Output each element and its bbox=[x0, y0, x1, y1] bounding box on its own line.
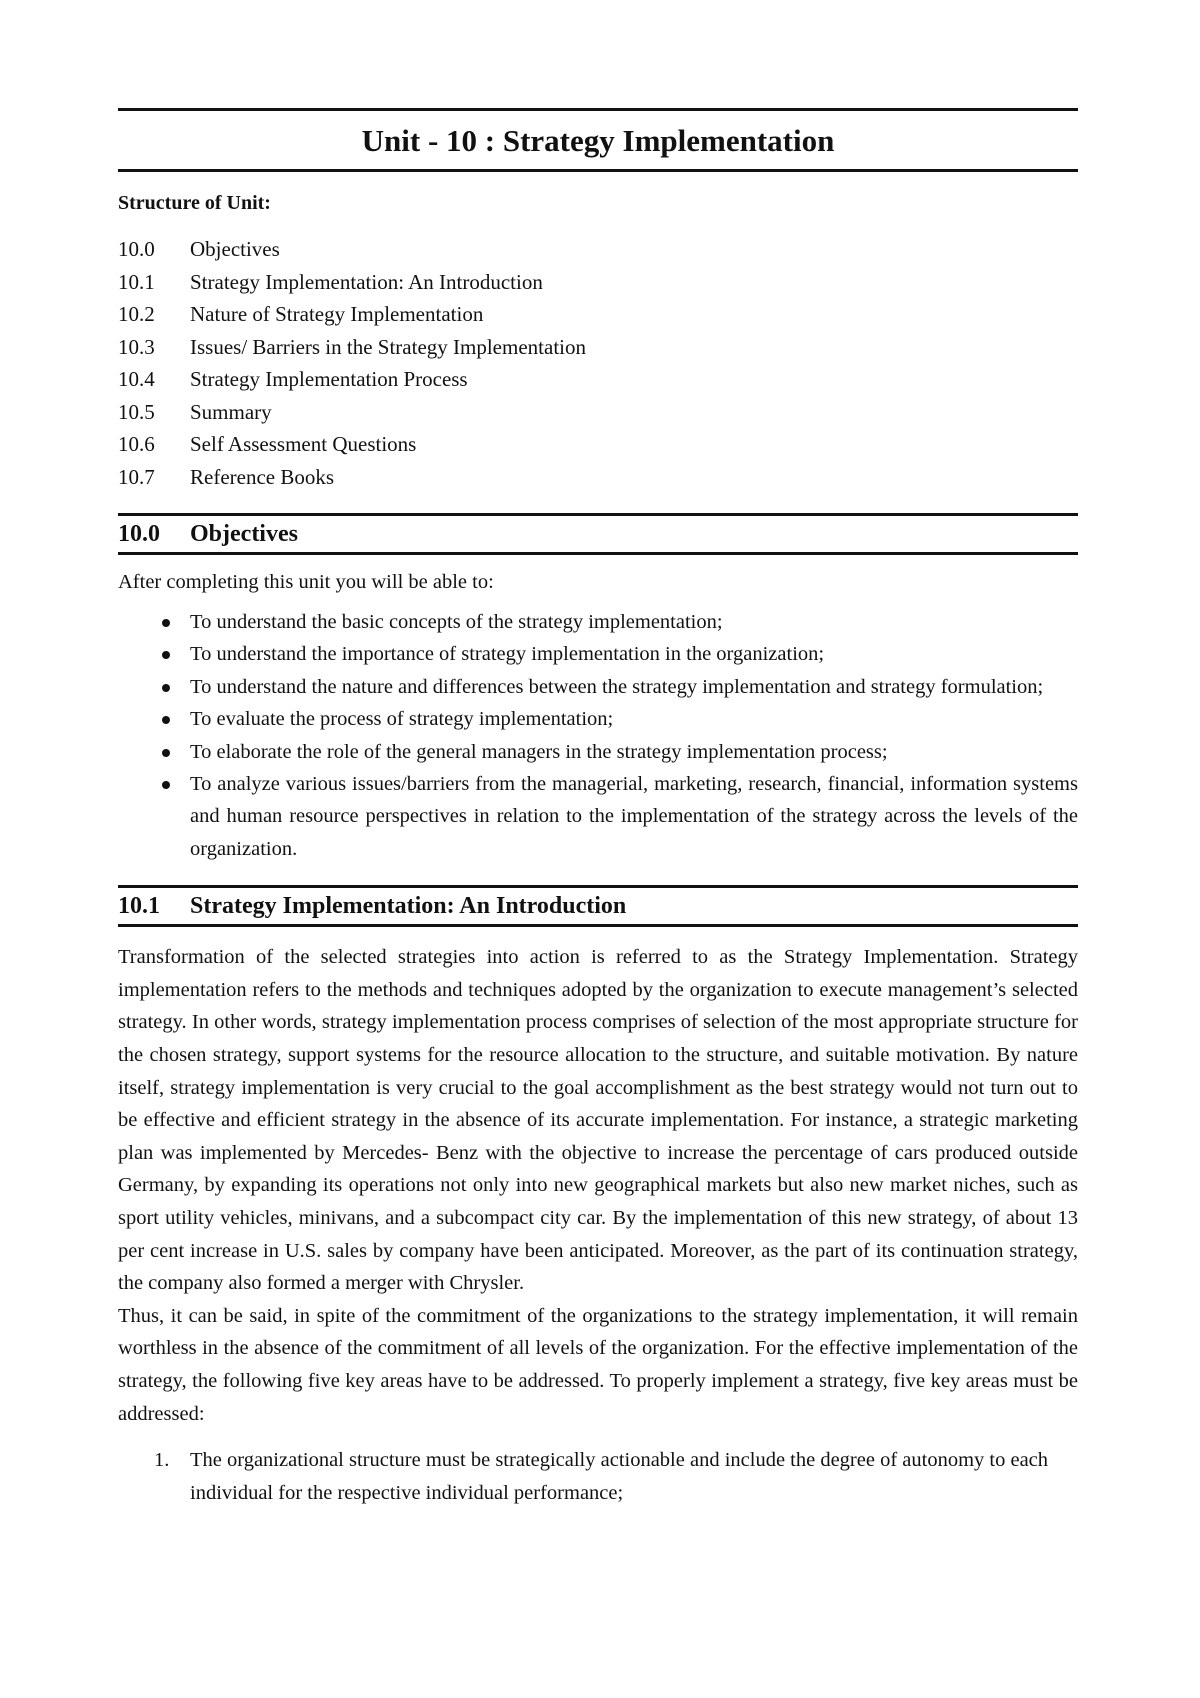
list-item-text: To understand the importance of strategy implementation in the organization; bbox=[190, 643, 825, 666]
bullet-icon bbox=[162, 716, 170, 724]
list-item-text: To evaluate the process of strategy implementation; bbox=[190, 708, 614, 731]
toc-number: 10.3 bbox=[118, 334, 155, 359]
toc-number: 10.6 bbox=[118, 432, 155, 456]
section-title: Strategy Implementation: An Introduction bbox=[190, 893, 627, 920]
toc-number: 10.1 bbox=[118, 269, 155, 294]
toc-number: 10.5 bbox=[118, 399, 155, 424]
toc-title: Objectives bbox=[190, 237, 280, 261]
section-title: Objectives bbox=[190, 521, 298, 547]
toc-item bbox=[118, 298, 1078, 331]
bullet-icon bbox=[162, 749, 170, 757]
toc-number: 10.4 bbox=[118, 367, 155, 391]
structure-label: Structure of Unit: bbox=[118, 192, 271, 214]
intro-paragraph-2: Thus, it can be said, in spite of the commitment of the organizations to the strategy implementation, it will remain worthless in the absence of the commitment of all levels of the organization. For the effective implementation of the strategy, the following five key areas have to be addressed. To properly implement a strategy, five key areas must be addressed: bbox=[118, 1304, 1078, 1425]
list-number: 1. bbox=[154, 1449, 170, 1472]
list-item-text: To understand the nature and differences between the strategy implementation and strategy formulation; bbox=[190, 675, 1044, 698]
list-item-text: To elaborate the role of the general managers in the strategy implementation process; bbox=[190, 740, 888, 763]
section-number: 10.0 bbox=[118, 521, 160, 547]
objectives-lead: After completing this unit you will be able to: bbox=[118, 571, 494, 593]
toc-item bbox=[118, 363, 1078, 396]
bullet-icon bbox=[162, 651, 170, 659]
list-item bbox=[118, 638, 1078, 670]
objectives-section bbox=[118, 513, 1078, 865]
list-item-text: To analyze various issues/barriers from the managerial, marketing, research, financial, information systems and human resource perspectives in relation to the implementation of the strategy across the levels of the organization. bbox=[190, 773, 1078, 860]
toc-item bbox=[118, 331, 1078, 364]
bullet-icon bbox=[162, 619, 170, 627]
toc-title: Issues/ Barriers in the Strategy Implementation bbox=[190, 334, 586, 359]
list-item bbox=[118, 1444, 1078, 1509]
toc-title: Summary bbox=[190, 399, 272, 424]
introduction-heading bbox=[118, 888, 1078, 924]
toc-title: Self Assessment Questions bbox=[190, 432, 417, 456]
toc-item bbox=[118, 233, 1078, 266]
list-item bbox=[118, 768, 1078, 865]
objectives-list bbox=[118, 606, 1078, 865]
toc-title: Strategy Implementation: An Introduction bbox=[190, 269, 543, 294]
section-bottom-rule bbox=[118, 552, 1078, 555]
toc-title: Nature of Strategy Implementation bbox=[190, 302, 484, 326]
key-areas-list bbox=[118, 1444, 1078, 1509]
toc-item bbox=[118, 428, 1078, 461]
introduction-section bbox=[118, 885, 1078, 1509]
toc-number: 10.0 bbox=[118, 237, 155, 261]
section-number: 10.1 bbox=[118, 893, 160, 920]
table-of-contents bbox=[118, 233, 1078, 493]
toc-title: Reference Books bbox=[190, 464, 335, 489]
list-item bbox=[118, 671, 1078, 703]
bullet-icon bbox=[162, 684, 170, 692]
document-page bbox=[118, 108, 1078, 1509]
toc-item bbox=[118, 461, 1078, 494]
bullet-icon bbox=[162, 781, 170, 789]
toc-number: 10.2 bbox=[118, 302, 155, 326]
objectives-heading bbox=[118, 516, 1078, 552]
toc-title: Strategy Implementation Process bbox=[190, 367, 468, 391]
toc-item bbox=[118, 396, 1078, 429]
section-bottom-rule bbox=[118, 924, 1078, 927]
list-item-text: To understand the basic concepts of the strategy implementation; bbox=[190, 611, 723, 633]
list-item bbox=[118, 703, 1078, 735]
list-item-text: The organizational structure must be strategically actionable and include the degree of autonomy to each individual for the respective individual performance; bbox=[190, 1449, 1049, 1504]
title-bottom-rule bbox=[118, 169, 1078, 172]
list-item bbox=[118, 606, 1078, 638]
unit-title: Unit - 10 : Strategy Implementation bbox=[361, 123, 835, 158]
intro-paragraph-1: Transformation of the selected strategies into action is referred to as the Strategy Implementation. Strategy implementation refers to the methods and techniques adopted by the organization to execute management’s selected strategy. In other words, strategy implementation process comprises of selection of the most appropriate structure for the chosen strategy, support systems for the resource allocation to the structure, and suitable motivation. By nature itself, strategy implementation is very crucial to the goal accomplishment as the best strategy would not turn out to be effective and efficient strategy in the absence of its accurate implementation. For instance, a strategic marketing plan was implemented by Mercedes- Benz with the objective to increase the percentage of cars produced outside Germany, by expanding its operations not only into new geographical markets but also new market niches, such as sport utility vehicles, minivans, and a subcompact city car. By the implementation of this new strategy, of about 13 per cent increase in U.S. sales by company have been anticipated. Moreover, as the part of its continuation strategy, the company also formed a merger with Chrysler. bbox=[118, 946, 1078, 1295]
toc-number: 10.7 bbox=[118, 464, 155, 489]
toc-item bbox=[118, 266, 1078, 299]
list-item bbox=[118, 736, 1078, 768]
